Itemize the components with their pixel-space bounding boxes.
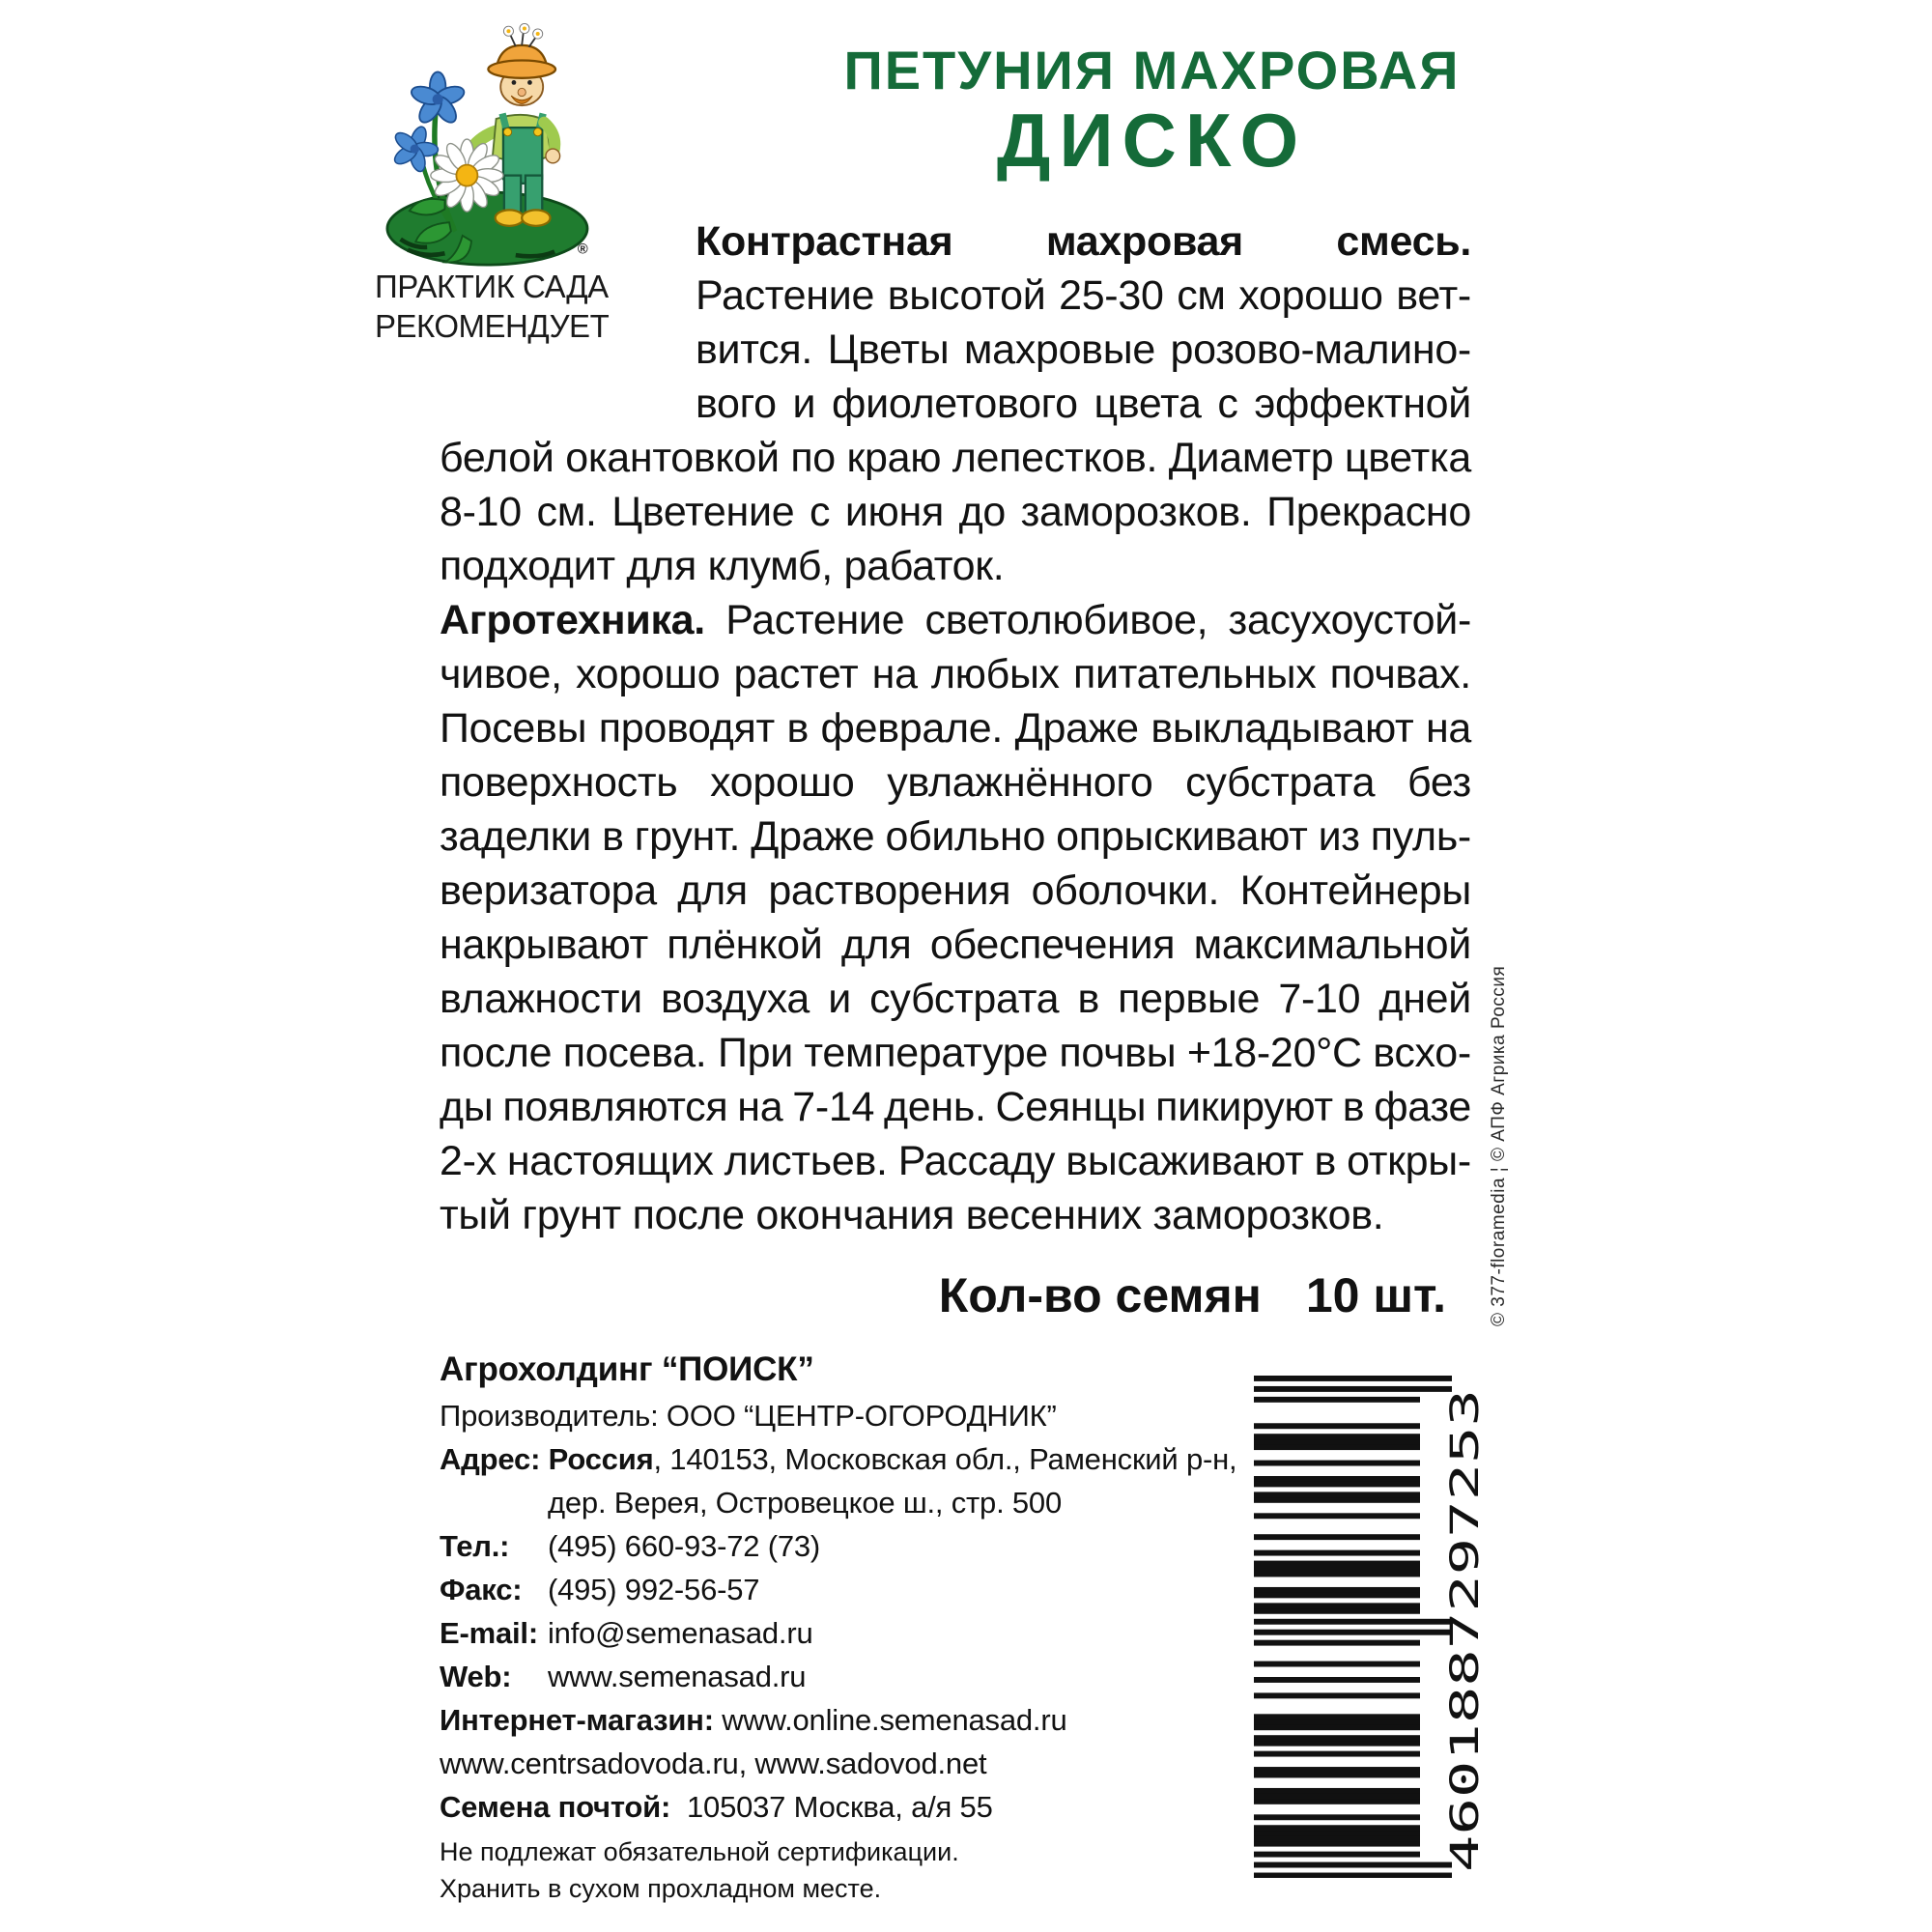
text-line: Контрастная махровая смесь. [696,218,1471,265]
text-line: веризатора для растворения оболочки. Контейнеры [440,867,1471,914]
description-paragraph [440,218,1471,597]
text-line: влажности воздуха и субстрата в первые 7-10 дней [440,976,1471,1022]
text-line: вого и фиолетового цвета с эффектной [696,381,1471,427]
company-info-row: Факс: (495) 992-56-57 [440,1573,760,1606]
text-line: накрывают плёнкой для обеспечения максимальной [440,922,1471,968]
text-line: ды появляются на 7-14 день. Сеянцы пикируют в фазе [440,1084,1471,1130]
text-line: чивое, хорошо растет на любых питательных почвах. [440,651,1471,697]
registered-trademark-icon: ® [577,242,588,258]
company-name: Агрохолдинг “ПОИСК” [440,1350,814,1388]
text-line: заделки в грунт. Драже обильно опрыскивают из пуль- [440,813,1471,860]
text-line: 2-х настоящих листьев. Рассаду высаживают в откры- [440,1138,1471,1184]
fine-print-line: Не подлежат обязательной сертификации. [440,1837,959,1866]
logo-caption-line2: РЕКОМЕНДУЕТ [375,308,610,344]
text-line: поверхность хорошо увлажнённого субстрата без [440,759,1471,806]
company-info-row: Web: www.semenasad.ru [440,1660,807,1693]
product-title-species: ПЕТУНИЯ МАХРОВАЯ [843,40,1461,100]
company-info-row: Семена почтой: 105037 Москва, а/я 55 [440,1790,993,1824]
product-title-variety: ДИСКО [996,98,1308,183]
blue-bellflower-icon [391,125,438,173]
logo-caption-line1: ПРАКТИК САДА [375,269,609,304]
company-info-row: E-mail: info@semenasad.ru [440,1616,813,1650]
company-info-row: Тел.: (495) 660-93-72 (73) [440,1529,821,1563]
barcode-number: 4601887297253 [1443,1569,1488,1872]
text-line: 8-10 см. Цветение с июня до заморозков. Прекрасно [440,489,1471,535]
barcode [1254,1376,1510,1878]
fine-print-line: Хранить в сухом прохладном месте. [440,1874,882,1903]
company-info-row: дер. Верея, Островецкое ш., стр. 500 [548,1486,1063,1520]
company-info-row: Производитель: ООО “ЦЕНТР-ОГОРОДНИК” [440,1399,1057,1433]
fine-print [440,1833,959,1907]
seed-count-label: Кол-во семян [938,1268,1262,1322]
product-title [831,40,1473,183]
text-line: Посевы проводят в феврале. Драже выкладывают на [440,705,1471,752]
text-line: после посева. При температуре почвы +18-20°С всхо- [440,1030,1471,1076]
text-line: подходит для клумб, рабаток. [440,543,1005,589]
text-line: Растение высотой 25-30 см хорошо вет- [696,272,1471,319]
seed-count-value: 10 шт. [1305,1268,1446,1322]
seed-count [939,1267,1446,1323]
text-line: вится. Цветы махровые розово-малино- [696,327,1471,373]
ean13-barcode [1254,1376,1510,1878]
text-line: тый грунт после окончания весенних заморозков. [440,1192,1384,1238]
copyright-credit: © 377-floramedia ¦ © АПФ Агрика Россия [1489,965,1509,1326]
company-info-row: Интернет-магазин: www.online.semenasad.ru [440,1703,1067,1737]
text-line: Агротехника. Растение светолюбивое, засухоустой- [440,597,1471,643]
company-info-row: Адрес: Россия, 140153, Московская обл., Раменский р-н, [440,1442,1237,1476]
text-line: белой окантовкой по краю лепестков. Диаметр цветка [440,435,1471,481]
company-info [440,1350,1236,1833]
company-info-row: www.centrsadovoda.ru, www.sadovod.net [440,1747,987,1780]
agrotechnics-paragraph [440,597,1471,1246]
